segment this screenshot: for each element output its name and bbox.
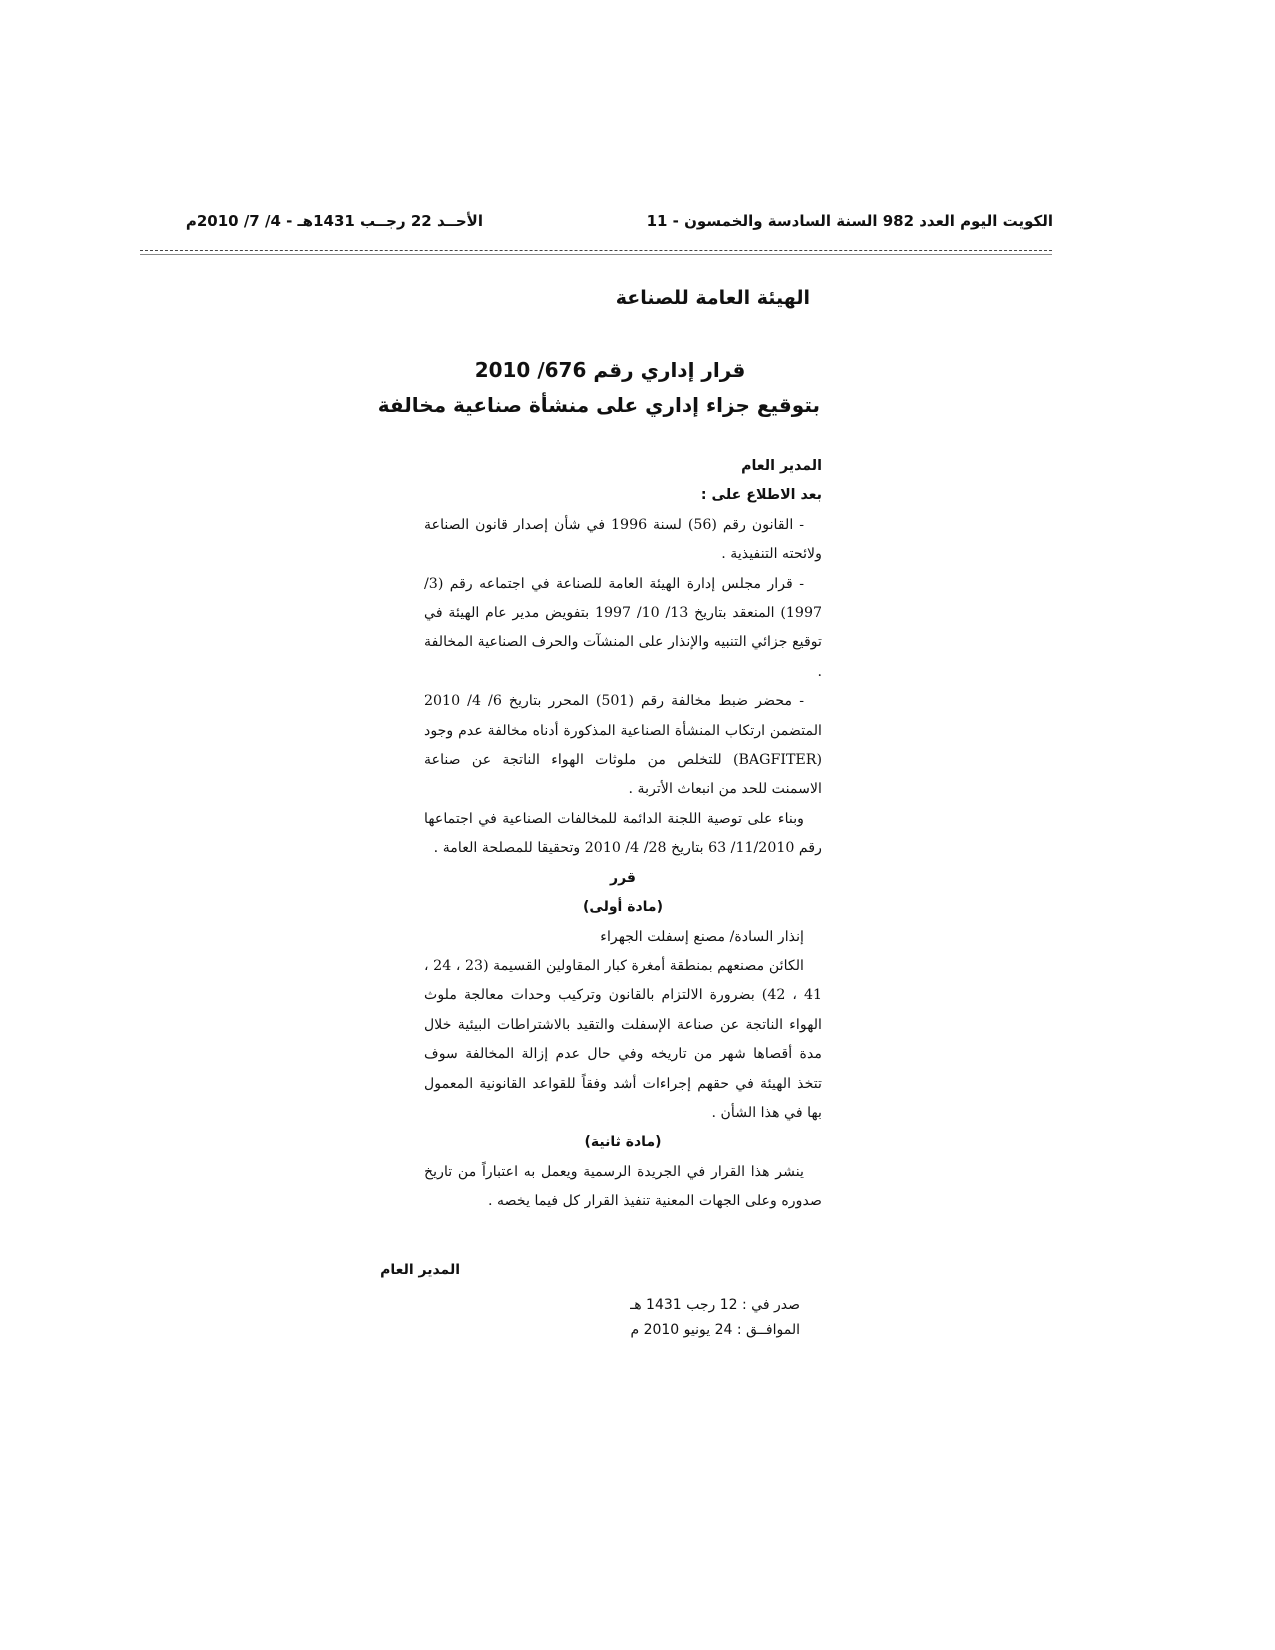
preamble-item: - القانون رقم (56) لسنة 1996 في شأن إصدار قانون الصناعة ولائحته التنفيذية . [424, 516, 822, 563]
article1-line: إنذار السادة/ مصنع إسفلت الجهراء [600, 928, 804, 945]
preamble-item: - قرار مجلس إدارة الهيئة العامة للصناعة في اجتماعه رقم (3/ 1997) المنعقد بتاريخ 13/ 10/ 1997 بتفويض مدير عام الهيئة في توقيع جزائي التنبيه والإنذار على المنشآت والحرف الصناعية المخالفة . [424, 575, 822, 680]
article2-text: ينشر هذا القرار في الجريدة الرسمية ويعمل به اعتباراً من تاريخ صدوره وعلى الجهات المعنية تنفيذ القرار كل فيما يخصه . [424, 1163, 822, 1210]
header-divider-solid [140, 254, 1052, 255]
decision-body [424, 452, 822, 1217]
preamble-recommendation: وبناء على توصية اللجنة الدائمة للمخالفات الصناعية في اجتماعها رقم 11/2010/ 63 بتاريخ 28/ 4/ 2010 وتحقيقا للمصلحة العامة . [424, 810, 822, 857]
decision-title: قرار إداري رقم 676/ 2010 [474, 358, 746, 382]
article2-heading: (مادة ثانية) [584, 1134, 662, 1151]
header-date: الأحــد 22 رجــب 1431هـ - 4/ 7/ 2010م [185, 212, 483, 230]
signature-title: المدير العام [380, 1262, 460, 1278]
decision-subtitle: بتوقيع جزاء إداري على منشأة صناعية مخالفة [377, 393, 820, 417]
preamble-item: - محضر ضبط مخالفة رقم (501) المحرر بتاريخ 6/ 4/ 2010 المتضمن ارتكاب المنشأة الصناعية المذكورة أدناه مخالفة عدم وجود (BAGFITER) للتخلص من ملوثات الهواء الناتجة عن صناعة الاسمنت للحد من انبعاث الأتربة . [424, 693, 822, 798]
decides-heading: قرر [610, 869, 636, 886]
header-divider [140, 250, 1052, 251]
organization-name: الهيئة العامة للصناعة [615, 287, 810, 309]
issued-date: صدر في : 12 رجب 1431 هـ [630, 1297, 800, 1313]
corresponding-date: الموافــق : 24 يونيو 2010 م [630, 1322, 800, 1338]
article1-heading: (مادة أولى) [583, 899, 663, 916]
preamble-after-review: بعد الاطلاع على : [700, 487, 822, 504]
preamble-role: المدير العام [741, 458, 822, 474]
header-issue: الكويت اليوم العدد 982 السنة السادسة والخمسون - 11 [646, 212, 1053, 230]
article1-line: الكائن مصنعهم بمنطقة أمغرة كبار المقاولين القسيمة (23 ، 24 ، 41 ، 42) بضرورة الالتزام بالقانون وتركيب وحدات معالجة ملوث الهواء الناتجة عن صناعة الإسفلت والتقيد بالاشتراطات البيئية خلال مدة أقصاها شهر من تاريخه وفي حال عدم إزالة المخالفة سوف تتخذ الهيئة في حقهم إجراءات أشد وفقاً للقواعد القانونية المعمول بها في هذا الشأن . [424, 957, 822, 1121]
